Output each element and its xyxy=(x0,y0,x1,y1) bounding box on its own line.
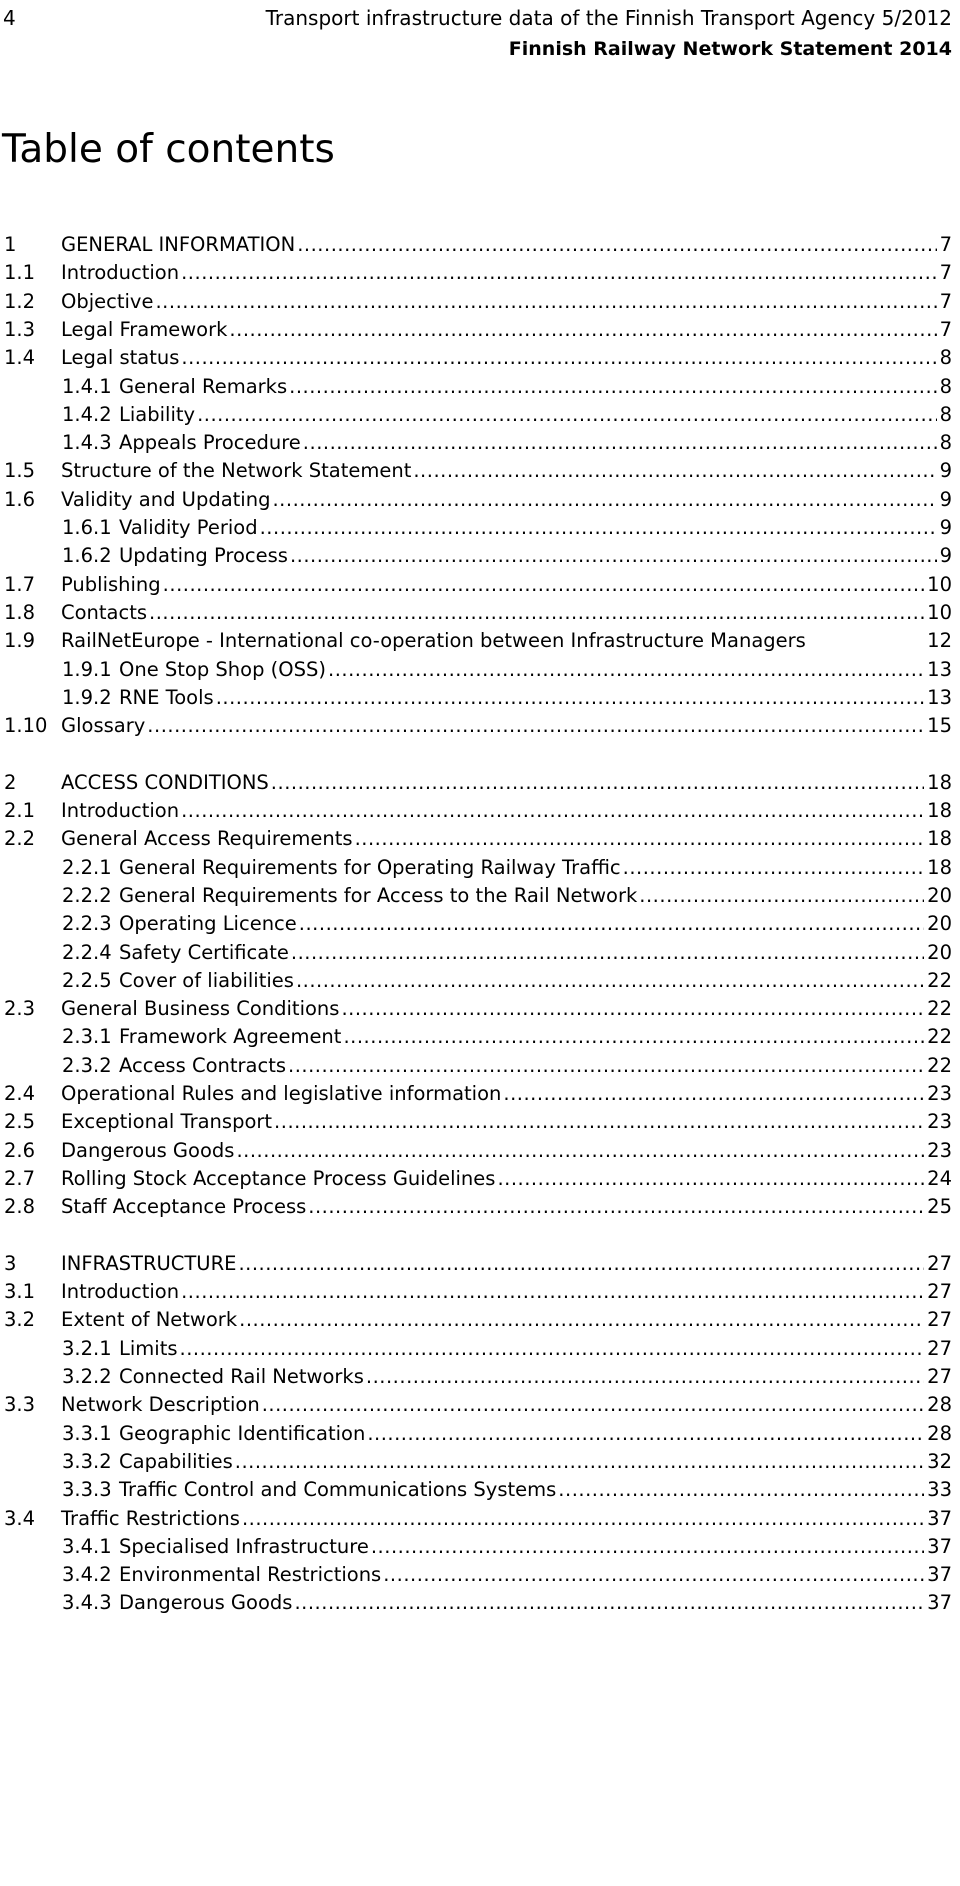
toc-entry-leader xyxy=(155,287,936,317)
toc-entry-page: 37 xyxy=(927,1591,952,1615)
toc-entry-number: 3.4.2 xyxy=(62,1563,112,1587)
toc-entry-page: 10 xyxy=(927,600,952,624)
toc-entry-page: 23 xyxy=(927,1082,952,1105)
toc-entry-number: 3.1 xyxy=(4,1280,36,1304)
toc-entry-leader xyxy=(343,1022,924,1052)
toc-entry-title: Access Contracts xyxy=(119,1053,286,1077)
toc-entry-leader xyxy=(163,570,925,600)
toc-entry[interactable] xyxy=(62,655,952,685)
toc-entry-page: 18 xyxy=(927,827,952,851)
toc-entry-number: 2.3.2 xyxy=(62,1053,112,1077)
toc-entry-number: 1.2 xyxy=(4,289,36,313)
toc-entry-title: Connected Rail Networks xyxy=(119,1365,364,1388)
toc-entry[interactable] xyxy=(62,938,952,968)
toc-entry-page: 22 xyxy=(927,1025,952,1049)
toc-entry-title: RNE Tools xyxy=(119,685,214,709)
toc-entry[interactable] xyxy=(4,456,952,486)
header-series-title: Transport infrastructure data of the Finnish Transport Agency 5/2012 xyxy=(265,6,952,30)
toc-entry-title: Contacts xyxy=(61,600,148,624)
toc-entry-title: One Stop Shop (OSS) xyxy=(119,657,326,681)
toc-entry-leader xyxy=(288,1051,924,1081)
toc-entry-title: Staff Acceptance Process xyxy=(61,1195,307,1219)
toc-entry-number: 2.2.2 xyxy=(62,883,112,907)
toc-entry-leader xyxy=(383,1560,924,1590)
toc-entry-page: 22 xyxy=(927,1053,952,1077)
toc-entry-number: 2.3 xyxy=(4,997,36,1021)
toc-entry-leader xyxy=(413,456,936,486)
toc-entry[interactable] xyxy=(4,1504,952,1534)
toc-entry-leader xyxy=(271,768,924,798)
toc-entry-leader xyxy=(262,1390,924,1420)
toc-entry-leader xyxy=(294,1588,924,1618)
toc-entry[interactable] xyxy=(62,909,952,939)
toc-entry-title: Framework Agreement xyxy=(119,1025,342,1049)
toc-entry-number: 1.8 xyxy=(4,600,36,624)
toc-entry-page: 18 xyxy=(927,770,952,794)
toc-entry-number: 3.2 xyxy=(4,1308,36,1332)
toc-entry[interactable] xyxy=(4,1192,952,1222)
toc-entry-leader xyxy=(308,1192,924,1222)
toc-entry-number: 1.10 xyxy=(4,714,48,738)
toc-entry-leader xyxy=(366,1362,924,1392)
toc-entry-number: 1.4 xyxy=(4,346,36,370)
toc-entry-number: 2.2.1 xyxy=(62,855,112,879)
toc-entry-page: 8 xyxy=(939,431,952,455)
toc-entry-page: 9 xyxy=(939,544,952,568)
header-document-title: Finnish Railway Network Statement 2014 xyxy=(508,38,952,60)
toc-entry-number: 2.2.5 xyxy=(62,968,112,992)
toc-entry[interactable] xyxy=(62,1419,952,1449)
toc-entry-title: Introduction xyxy=(61,799,180,822)
toc-entry[interactable] xyxy=(62,1334,952,1364)
toc-entry-leader xyxy=(272,485,936,515)
toc-entry-number: 3.3 xyxy=(4,1393,36,1417)
toc-entry[interactable] xyxy=(62,400,952,430)
toc-entry-page: 22 xyxy=(927,997,952,1021)
toc-entry[interactable] xyxy=(62,853,952,883)
toc-entry-leader xyxy=(147,711,924,741)
toc-entry[interactable] xyxy=(62,1532,952,1562)
toc-entry-page: 20 xyxy=(927,940,952,964)
toc-heading: Table of contents xyxy=(2,127,335,172)
toc-entry-number: 1.6.2 xyxy=(62,544,112,568)
toc-entry-leader xyxy=(235,1447,924,1477)
toc-entry[interactable] xyxy=(4,1305,952,1335)
toc-entry-page: 7 xyxy=(939,233,952,256)
toc-entry-page: 27 xyxy=(927,1251,952,1275)
toc-entry-number: 2.2.4 xyxy=(62,940,112,964)
toc-entry-title: Operational Rules and legislative information xyxy=(61,1082,502,1105)
toc-entry-number: 1.4.1 xyxy=(62,374,112,398)
toc-entry-title: Limits xyxy=(119,1336,178,1360)
toc-entry-number: 1.4.3 xyxy=(62,431,112,455)
toc-entry[interactable] xyxy=(4,1390,952,1420)
toc-entry-leader xyxy=(181,258,936,288)
toc-entry[interactable] xyxy=(62,1022,952,1052)
toc-entry-title: General Requirements for Access to the Rail Network xyxy=(119,883,638,907)
toc-entry-leader xyxy=(239,1305,924,1335)
toc-entry[interactable] xyxy=(4,258,952,288)
toc-entry-title: Capabilities xyxy=(119,1449,233,1473)
toc-entry-page: 20 xyxy=(927,883,952,907)
toc-entry-title: Geographic Identification xyxy=(119,1421,366,1445)
toc-entry[interactable] xyxy=(62,881,952,911)
toc-entry-leader xyxy=(216,683,924,713)
toc-entry[interactable] xyxy=(62,1560,952,1590)
toc-entry-page: 7 xyxy=(939,317,952,341)
toc-entry[interactable] xyxy=(62,541,952,571)
toc-entry[interactable] xyxy=(4,1107,952,1137)
toc-entry-leader xyxy=(497,1164,924,1194)
toc-entry-leader xyxy=(242,1504,924,1534)
toc-entry-title: Appeals Procedure xyxy=(119,431,301,455)
toc-entry[interactable] xyxy=(4,994,952,1024)
toc-entry-page: 9 xyxy=(939,516,952,539)
toc-entry-number: 3.3.3 xyxy=(62,1478,112,1502)
toc-entry[interactable] xyxy=(4,485,952,515)
toc-entry-title: RailNetEurope - International co-operation between Infrastructure Managers xyxy=(61,629,806,653)
toc-entry-leader xyxy=(180,1334,925,1364)
toc-entry-title: GENERAL INFORMATION xyxy=(61,233,296,256)
toc-entry-number: 3 xyxy=(4,1251,17,1275)
toc-entry-page: 7 xyxy=(939,261,952,285)
toc-entry-page: 13 xyxy=(927,685,952,709)
toc-entry[interactable] xyxy=(62,966,952,996)
toc-entry-page: 10 xyxy=(927,572,952,596)
toc-entry-number: 2.3.1 xyxy=(62,1025,112,1049)
toc-entry-number: 1.9.2 xyxy=(62,685,112,709)
toc-entry-number: 1.5 xyxy=(4,459,36,483)
toc-entry-title: Validity Period xyxy=(119,516,258,539)
toc-entry[interactable] xyxy=(62,428,952,458)
toc-entry-leader xyxy=(197,400,937,430)
toc-entry[interactable] xyxy=(62,1447,952,1477)
toc-entry-title: Dangerous Goods xyxy=(119,1591,293,1615)
toc-entry-number: 3.3.1 xyxy=(62,1421,112,1445)
toc-entry-page: 13 xyxy=(927,657,952,681)
toc-entry[interactable] xyxy=(4,287,952,317)
toc-entry-leader xyxy=(371,1532,924,1562)
toc-entry-page: 27 xyxy=(927,1336,952,1360)
toc-entry-leader xyxy=(623,853,925,883)
toc-entry-title: General Remarks xyxy=(119,374,288,398)
toc-entry-page: 25 xyxy=(927,1195,952,1219)
toc-entry[interactable] xyxy=(4,796,952,826)
toc-entry-title: Glossary xyxy=(61,714,146,738)
toc-entry-leader xyxy=(341,994,924,1024)
toc-entry-number: 3.2.1 xyxy=(62,1336,112,1360)
toc-entry-number: 2.6 xyxy=(4,1138,36,1162)
toc-entry-leader xyxy=(238,1249,924,1279)
toc-entry-page: 37 xyxy=(927,1506,952,1530)
toc-entry-title: Structure of the Network Statement xyxy=(61,459,412,483)
toc-entry-title: INFRASTRUCTURE xyxy=(61,1251,237,1275)
toc-entry-page: 8 xyxy=(939,346,952,370)
toc-entry[interactable] xyxy=(62,1588,952,1618)
toc-entry-number: 1 xyxy=(4,233,17,256)
toc-entry-number: 1.7 xyxy=(4,572,36,596)
toc-entry-number: 2 xyxy=(4,770,17,794)
toc-entry-number: 1.6 xyxy=(4,487,36,511)
toc-entry[interactable] xyxy=(4,315,952,345)
toc-entry-leader xyxy=(181,796,924,826)
toc-entry-leader xyxy=(328,655,924,685)
toc-entry[interactable] xyxy=(62,1362,952,1392)
toc-entry-number: 3.4 xyxy=(4,1506,36,1530)
toc-entry-title: Network Description xyxy=(61,1393,260,1417)
toc-entry-number: 1.1 xyxy=(4,261,36,285)
toc-entry-leader xyxy=(289,372,936,402)
toc-entry-page: 22 xyxy=(927,968,952,992)
toc-entry-title: Legal status xyxy=(61,346,180,370)
toc-entry-number: 3.4.3 xyxy=(62,1591,112,1615)
toc-entry-page: 20 xyxy=(927,912,952,936)
toc-entry-title: Liability xyxy=(119,402,196,426)
toc-entry-leader xyxy=(181,1277,924,1307)
toc-entry[interactable] xyxy=(62,513,952,543)
toc-entry-page: 15 xyxy=(927,714,952,738)
toc-entry-leader xyxy=(355,824,925,854)
toc-entry[interactable] xyxy=(4,626,952,656)
toc-entry-title: General Requirements for Operating Railway Traffic xyxy=(119,855,621,879)
toc-entry-leader xyxy=(296,966,924,996)
toc-entry-title: Validity and Updating xyxy=(61,487,271,511)
toc-entry-leader xyxy=(503,1079,924,1109)
toc-entry-page: 18 xyxy=(927,855,952,879)
toc-entry[interactable] xyxy=(4,1079,952,1109)
toc-entry-page: 37 xyxy=(927,1563,952,1587)
toc-entry-title: Extent of Network xyxy=(61,1308,238,1332)
toc-entry-title: Safety Certificate xyxy=(119,940,289,964)
toc-entry-page: 37 xyxy=(927,1534,952,1558)
toc-entry-number: 2.2 xyxy=(4,827,36,851)
toc-entry-title: Cover of liabilities xyxy=(119,968,294,992)
toc-entry-number: 1.9 xyxy=(4,629,36,653)
toc-entry-leader xyxy=(260,513,937,543)
toc-entry-number: 1.9.1 xyxy=(62,657,112,681)
toc-entry-leader xyxy=(290,541,937,571)
toc-entry-number: 2.4 xyxy=(4,1082,36,1105)
toc-entry[interactable] xyxy=(4,768,952,798)
toc-entry[interactable] xyxy=(4,598,952,628)
toc-entry-page: 12 xyxy=(927,629,952,653)
toc-entry-number: 1.3 xyxy=(4,317,36,341)
toc-entry-title: Operating Licence xyxy=(119,912,297,936)
toc-entry[interactable] xyxy=(4,1277,952,1307)
toc-entry-leader xyxy=(297,230,936,260)
toc-entry[interactable] xyxy=(4,1249,952,1279)
toc-entry-page: 8 xyxy=(939,374,952,398)
toc-entry-page: 9 xyxy=(939,487,952,511)
toc-entry-title: Updating Process xyxy=(119,544,288,568)
toc-entry-number: 3.3.2 xyxy=(62,1449,112,1473)
toc-entry[interactable] xyxy=(62,683,952,713)
toc-entry-leader xyxy=(274,1107,924,1137)
toc-entry-title: General Business Conditions xyxy=(61,997,340,1021)
toc-entry-title: Exceptional Transport xyxy=(61,1110,273,1134)
toc-entry-number: 2.5 xyxy=(4,1110,36,1134)
toc-entry-title: General Access Requirements xyxy=(61,827,353,851)
toc-entry-number: 2.7 xyxy=(4,1166,36,1190)
toc-entry[interactable] xyxy=(4,230,952,260)
toc-entry-number: 1.6.1 xyxy=(62,516,112,539)
toc-entry-number: 2.1 xyxy=(4,799,36,822)
toc-entry[interactable] xyxy=(4,1136,952,1166)
toc-entry-leader xyxy=(558,1475,924,1505)
toc-entry-number: 2.8 xyxy=(4,1195,36,1219)
toc-entry[interactable] xyxy=(62,1051,952,1081)
toc-entry-title: Traffic Restrictions xyxy=(61,1506,240,1530)
toc-entry-page: 28 xyxy=(927,1421,952,1445)
toc-entry-leader xyxy=(299,909,924,939)
toc-entry-leader xyxy=(639,881,924,911)
toc-entry-leader xyxy=(149,598,924,628)
toc-entry-page: 33 xyxy=(927,1478,952,1502)
toc-entry-title: Introduction xyxy=(61,1280,180,1304)
toc-entry-leader xyxy=(181,343,936,373)
toc-entry[interactable] xyxy=(62,1475,952,1505)
toc-entry-title: Specialised Infrastructure xyxy=(119,1534,369,1558)
toc-entry[interactable] xyxy=(4,1164,952,1194)
toc-entry-page: 7 xyxy=(939,289,952,313)
toc-entry-leader xyxy=(303,428,937,458)
toc-entry[interactable] xyxy=(4,711,952,741)
toc-entry[interactable] xyxy=(4,343,952,373)
toc-entry-page: 32 xyxy=(927,1449,952,1473)
toc-entry-number: 2.2.3 xyxy=(62,912,112,936)
toc-entry-title: Legal Framework xyxy=(61,317,228,341)
toc-entry[interactable] xyxy=(62,372,952,402)
toc-entry-page: 28 xyxy=(927,1393,952,1417)
toc-entry-leader xyxy=(229,315,936,345)
toc-entry-page: 8 xyxy=(939,402,952,426)
toc-entry-title: Objective xyxy=(61,289,154,313)
toc-entry-page: 27 xyxy=(927,1308,952,1332)
toc-entry-leader xyxy=(236,1136,924,1166)
toc-entry-page: 23 xyxy=(927,1138,952,1162)
toc-entry-page: 23 xyxy=(927,1110,952,1134)
toc-entry-title: Introduction xyxy=(61,261,180,285)
toc-entry-page: 27 xyxy=(927,1365,952,1388)
toc-entry-page: 27 xyxy=(927,1280,952,1304)
toc-entry-page: 9 xyxy=(939,459,952,483)
toc-entry[interactable] xyxy=(4,824,952,854)
toc-entry-number: 3.2.2 xyxy=(62,1365,112,1388)
toc-entry-title: Traffic Control and Communications Systems xyxy=(119,1478,557,1502)
toc-entry-leader xyxy=(367,1419,924,1449)
toc-entry[interactable] xyxy=(4,570,952,600)
toc-entry-page: 18 xyxy=(927,799,952,822)
toc-entry-title: Rolling Stock Acceptance Process Guidelines xyxy=(61,1166,496,1190)
toc-entry-title: ACCESS CONDITIONS xyxy=(61,770,269,794)
toc-entry-leader xyxy=(291,938,924,968)
toc-entry-title: Dangerous Goods xyxy=(61,1138,235,1162)
toc-entry-title: Publishing xyxy=(61,572,161,596)
toc-entry-title: Environmental Restrictions xyxy=(119,1563,382,1587)
toc-entry-number: 1.4.2 xyxy=(62,402,112,426)
toc-entry-page: 24 xyxy=(927,1166,952,1190)
toc-entry-number: 3.4.1 xyxy=(62,1534,112,1558)
page-number: 4 xyxy=(3,6,16,30)
